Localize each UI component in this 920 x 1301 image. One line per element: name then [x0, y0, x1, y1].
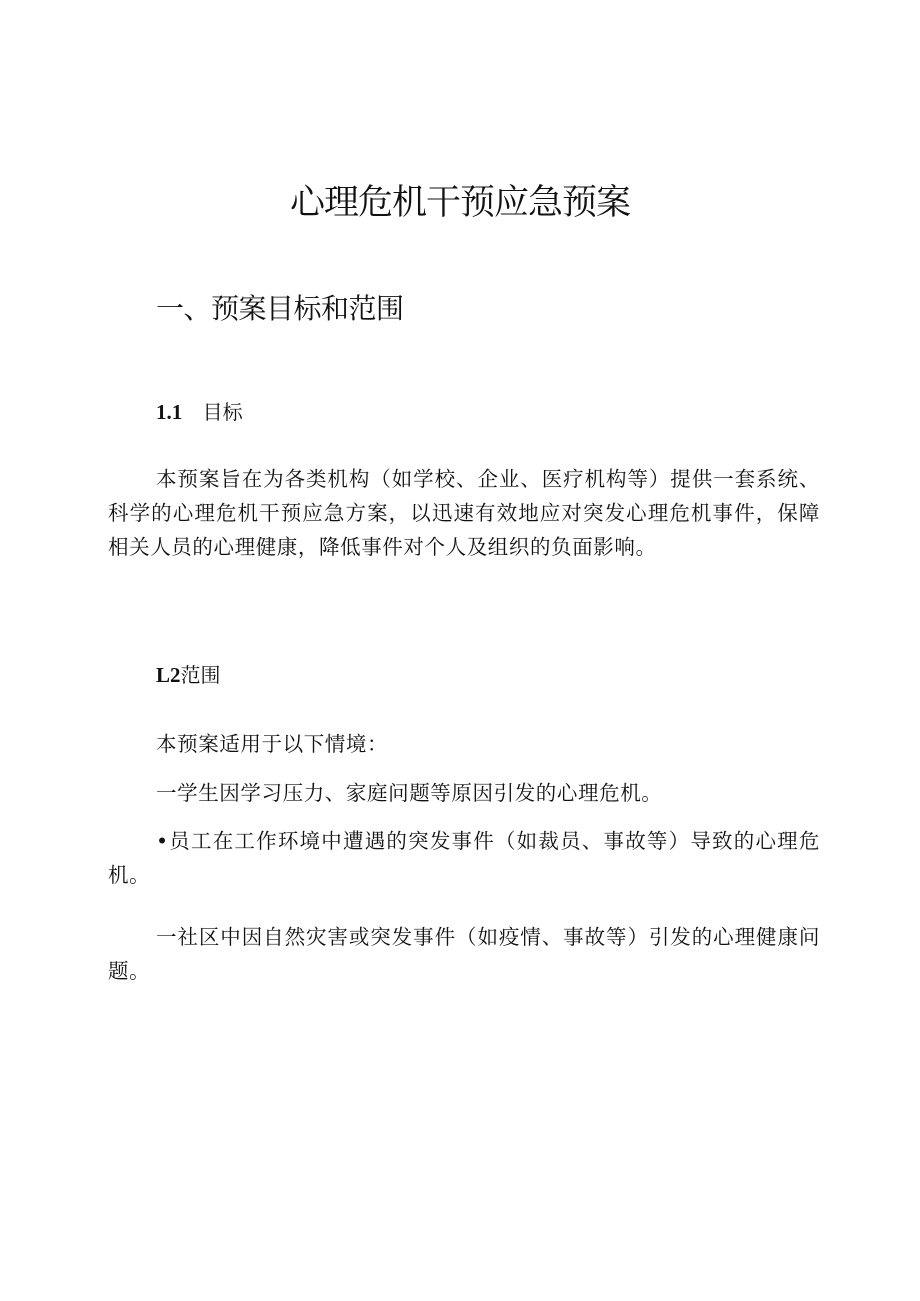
goal-paragraph: 本预案旨在为各类机构（如学校、企业、医疗机构等）提供一套系统、科学的心理危机干预应急方案，以迅速有效地应对突发心理危机事件，保障相关人员的心理健康，降低事件对个人及组织的负面影响。: [108, 467, 820, 559]
document-title: 心理危机干预应急预案: [289, 183, 630, 223]
list-item: •员工在工作环境中遭遇的突发事件（如裁员、事故等）导致的心理危机。: [108, 829, 820, 887]
subsection-heading-goal: [156, 397, 243, 427]
subsection-heading-scope: [156, 660, 221, 690]
subsection-number: L2: [156, 663, 181, 687]
scope-intro: 本预案适用于以下情境：: [156, 732, 389, 756]
subsection-label: 目标: [202, 400, 243, 424]
subsection-number: 1.1: [156, 400, 183, 424]
subsection-label: 范围: [180, 663, 221, 687]
list-item: 一学生因学习压力、家庭问题等原因引发的心理危机。: [156, 781, 663, 805]
list-item: 一社区中因自然灾害或突发事件（如疫情、事故等）引发的心理健康问题。: [108, 925, 820, 983]
section-heading: 一、预案目标和范围: [156, 292, 404, 325]
